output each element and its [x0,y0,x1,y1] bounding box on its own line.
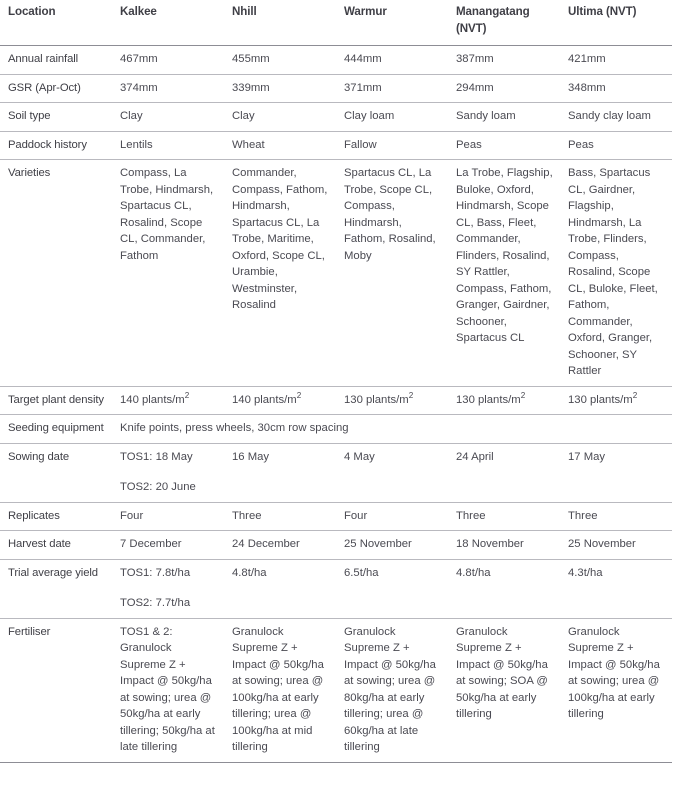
cell-value: Lentils [120,138,153,151]
column-header-location: Location [8,5,56,18]
cell-value: 18 November [456,538,524,550]
cell-value: 17 May [568,450,606,463]
cell-value: 25 November [568,538,636,550]
cell-soil-type-ultima [560,103,672,132]
row-label-harvest-date: Harvest date [8,538,71,550]
row-label-sowing-date: Sowing date [8,450,70,463]
cell-replicates-kalkee [112,502,224,531]
cell-harvest-date-nhill [224,531,336,560]
cell-value: 339mm [232,81,270,94]
table-body [0,46,672,763]
cell-value: TOS1: 18 May [120,450,193,463]
cell-target-plant-density-ultima [560,386,672,415]
cell-value: 6.5t/ha [344,566,379,579]
cell-value: 467mm [120,53,158,65]
cell-value: 4.3t/ha [568,566,603,579]
cell-value: Three [456,509,486,522]
cell-annual-rainfall-nhill [224,46,336,75]
cell-gsr-apr-oct-warmur [336,74,448,103]
cell-paddock-history-kalkee [112,131,224,160]
cell-replicates-manangatang [448,502,560,531]
table-row [0,160,672,387]
cell-paddock-history-manangatang [448,131,560,160]
cell-value: 7 December [120,538,182,550]
row-label-annual-rainfall: Annual rainfall [8,53,79,65]
cell-paddock-history-nhill [224,131,336,160]
cell-harvest-date-warmur [336,531,448,560]
cell-annual-rainfall-warmur [336,46,448,75]
cell-value: Bass, Spartacus CL, Gairdner, Flagship, Hindmarsh, La Trobe, Flinders, Compass, Rosalind, Scope CL, Buloke, Fleet, Fathom, Commander, Oxford, Granger, Schooner, SY Rattler [568,167,658,377]
row-label-target-plant-density: Target plant density [8,393,104,406]
cell-value: Clay [232,110,255,122]
column-header-manangatang: Manangatang (NVT) [456,5,530,35]
cell-gsr-apr-oct-ultima [560,74,672,103]
table-row [0,46,672,75]
row-label-fertiliser: Fertiliser [8,625,51,638]
cell-value: Four [120,509,144,522]
cell-fertiliser-manangatang [448,618,560,762]
cell-trial-average-yield-warmur [336,559,448,618]
cell-seeding-equipment-all-sites: Knife points, press wheels, 30cm row spacing [120,422,349,434]
cell-varieties-kalkee [112,160,224,387]
cell-target-plant-density-nhill [224,386,336,415]
cell-trial-average-yield-nhill [224,559,336,618]
cell-replicates-nhill [224,502,336,531]
cell-harvest-date-kalkee [112,531,224,560]
cell-target-plant-density-warmur [336,386,448,415]
cell-value: Granulock Supreme Z + Impact @ 50kg/ha at sowing; SOA @ 50kg/ha at early tillering [456,625,548,720]
cell-trial-average-yield-ultima [560,559,672,618]
cell-value: 4 May [344,450,375,463]
cell-value: 24 April [456,450,494,463]
table-row [0,131,672,160]
cell-gsr-apr-oct-manangatang [448,74,560,103]
cell-value: 140 plants/$m^2$ [120,390,190,406]
cell-target-plant-density-kalkee [112,386,224,415]
cell-sowing-date-manangatang [448,443,560,502]
cell-value: 374mm [120,81,158,94]
cell-annual-rainfall-manangatang [448,46,560,75]
cell-value: Wheat [232,138,265,151]
column-header-nhill: Nhill [232,5,257,18]
cell-value: Sandy loam [456,110,516,122]
cell-fertiliser-nhill [224,618,336,762]
cell-target-plant-density-manangatang [448,386,560,415]
cell-value: 140 plants/$m^2$ [232,390,302,406]
cell-sowing-date-warmur [336,443,448,502]
cell-value: 4.8t/ha [232,566,267,579]
cell-value: Granulock Supreme Z + Impact @ 50kg/ha at sowing; urea @ 100kg/ha at early tillering; urea @ 100kg/ha at mid tillering [232,625,324,753]
cell-paddock-history-warmur [336,131,448,160]
table-row [0,502,672,531]
cell-value: 444mm [344,53,382,65]
table-header-row [0,0,672,46]
cell-value: 25 November [344,538,412,550]
cell-varieties-nhill [224,160,336,387]
cell-trial-average-yield-manangatang [448,559,560,618]
cell-value: Fallow [344,138,377,151]
cell-value: Clay loam [344,110,395,122]
cell-replicates-warmur [336,502,448,531]
table-row [0,415,672,444]
cell-gsr-apr-oct-kalkee [112,74,224,103]
row-label-varieties: Varieties [8,167,51,179]
cell-soil-type-kalkee [112,103,224,132]
table-header [0,0,672,46]
table-row [0,443,672,502]
cell-soil-type-nhill [224,103,336,132]
cell-value: Compass, La Trobe, Hindmarsh, Spartacus CL, Rosalind, Scope CL, Commander, Fathom [120,167,214,262]
row-label-soil-type: Soil type [8,110,51,122]
cell-annual-rainfall-ultima [560,46,672,75]
cell-value-secondary: TOS2: 7.7t/ha [120,597,191,609]
cell-value: Three [568,509,598,522]
cell-fertiliser-warmur [336,618,448,762]
table-row [0,386,672,415]
table-row [0,618,672,762]
cell-paddock-history-ultima [560,131,672,160]
cell-value: La Trobe, Flagship, Buloke, Oxford, Hindmarsh, Scope CL, Bass, Fleet, Commander, Flinders, Rosalind, SY Rattler, Compass, Fathom, Granger, Gairdner, Schooner, Spartacus CL [456,167,553,344]
cell-value: TOS1: 7.8t/ha [120,566,191,579]
column-header-warmur: Warmur [344,5,387,18]
cell-trial-average-yield-kalkee [112,559,224,618]
cell-varieties-warmur [336,160,448,387]
cell-harvest-date-ultima [560,531,672,560]
cell-value: 16 May [232,450,270,463]
cell-value: TOS1 & 2: Granulock Supreme Z + Impact @ 50kg/ha at sowing; urea @ 50kg/ha at early tillering; 50kg/ha at late tillering [120,625,215,753]
cell-value: Peas [456,138,482,151]
table-row [0,103,672,132]
table-row [0,74,672,103]
cell-value: Three [232,509,262,522]
table-row [0,559,672,618]
cell-value: Peas [568,138,594,151]
cell-gsr-apr-oct-nhill [224,74,336,103]
cell-value: Clay [120,110,143,122]
cell-value: 387mm [456,53,494,65]
row-label-trial-average-yield: Trial average yield [8,566,98,579]
cell-value: Granulock Supreme Z + Impact @ 50kg/ha at sowing; urea @ 80kg/ha at early tillering; urea @ 60kg/ha at late tillering [344,625,436,753]
cell-value: Granulock Supreme Z + Impact @ 50kg/ha at sowing; urea @ 100kg/ha at early tillering [568,625,660,720]
cell-value: 4.8t/ha [456,566,491,579]
cell-value: 371mm [344,81,382,94]
cell-value: Four [344,509,368,522]
cell-value: 294mm [456,81,494,94]
cell-sowing-date-kalkee [112,443,224,502]
cell-fertiliser-kalkee [112,618,224,762]
cell-value: 421mm [568,53,606,65]
cell-value: 130 plants/$m^2$ [568,390,638,406]
cell-varieties-ultima [560,160,672,387]
cell-sowing-date-nhill [224,443,336,502]
cell-fertiliser-ultima [560,618,672,762]
cell-value: 130 plants/$m^2$ [344,390,414,406]
cell-sowing-date-ultima [560,443,672,502]
row-label-gsr-apr-oct: GSR (Apr-Oct) [8,81,81,94]
cell-soil-type-warmur [336,103,448,132]
row-label-seeding-equipment: Seeding equipment [8,422,104,434]
cell-varieties-manangatang [448,160,560,387]
table-row [0,531,672,560]
cell-value: Commander, Compass, Fathom, Hindmarsh, Spartacus CL, La Trobe, Maritime, Oxford, Scope CL, Urambie, Westminster, Rosalind [232,167,328,311]
cell-replicates-ultima [560,502,672,531]
row-label-replicates: Replicates [8,509,60,522]
cell-value: 24 December [232,538,300,550]
column-header-kalkee: Kalkee [120,5,157,18]
cell-value: 348mm [568,81,606,94]
cell-harvest-date-manangatang [448,531,560,560]
cell-value-secondary: TOS2: 20 June [120,481,196,493]
cell-value: Sandy clay loam [568,110,651,122]
cell-value: 455mm [232,53,270,65]
column-header-ultima: Ultima (NVT) [568,5,637,18]
cell-annual-rainfall-kalkee [112,46,224,75]
row-label-paddock-history: Paddock history [8,138,87,151]
cell-value: Spartacus CL, La Trobe, Scope CL, Compass, Hindmarsh, Fathom, Rosalind, Moby [344,167,436,262]
cell-soil-type-manangatang [448,103,560,132]
cell-value: 130 plants/$m^2$ [456,390,526,406]
